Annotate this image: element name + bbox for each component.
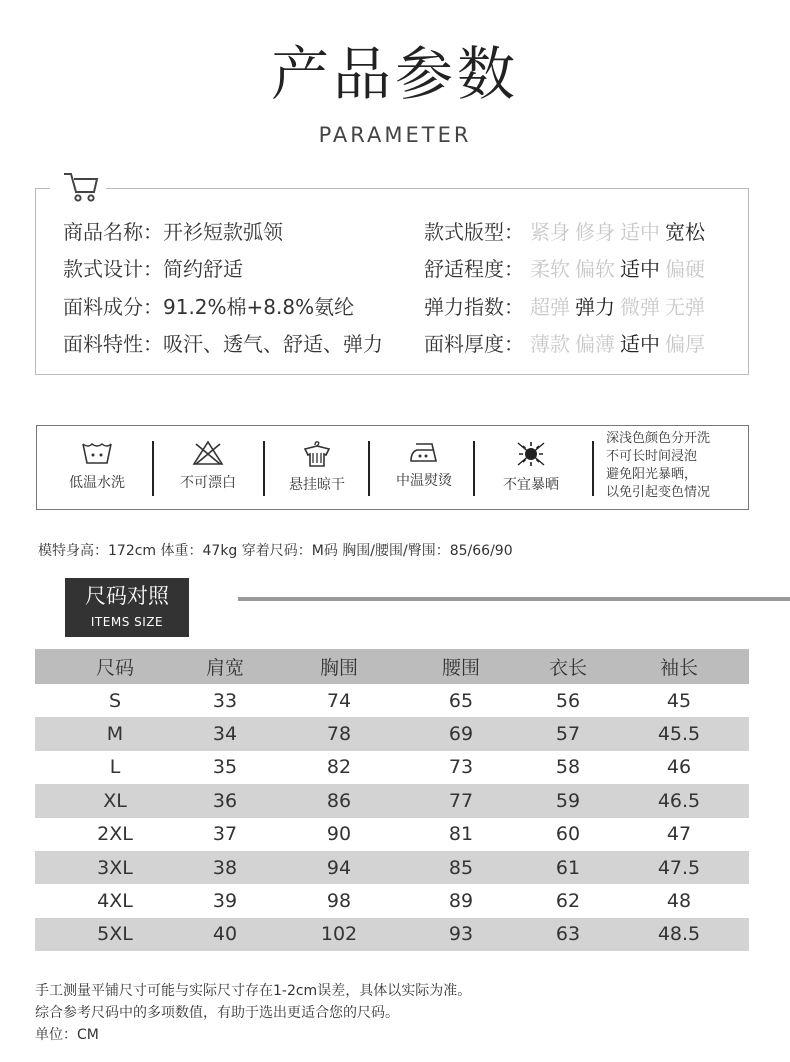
- size-table: [35, 649, 749, 951]
- table-row: [35, 751, 749, 784]
- table-cell: 37: [212, 823, 238, 846]
- param-option: 柔软: [530, 257, 570, 281]
- param-option-selected: 适中: [620, 257, 660, 281]
- no-bleach-icon: [156, 440, 260, 466]
- table-cell: 94: [326, 856, 352, 879]
- param-option: 薄款: [530, 332, 570, 356]
- size-section-subtitle: ITEMS SIZE: [90, 615, 164, 629]
- table-cell: 102: [320, 923, 358, 946]
- param-row: [63, 295, 354, 319]
- table-cell: 93: [448, 923, 474, 946]
- table-row: [35, 818, 749, 851]
- table-row: [35, 851, 749, 884]
- table-cell: 98: [326, 890, 352, 913]
- care-label: 不可漂白: [180, 475, 236, 491]
- care-label: 不宜暴晒: [503, 477, 559, 493]
- page-subtitle: PARAMETER: [318, 123, 472, 147]
- table-cell: 47: [666, 823, 692, 846]
- table-cell: 5XL: [97, 923, 133, 946]
- care-item-medium-iron: [372, 425, 476, 510]
- care-label: 低温水洗: [69, 475, 125, 491]
- table-cell: 34: [212, 723, 238, 746]
- table-cell: 2XL: [97, 823, 133, 846]
- table-cell: 38: [212, 856, 238, 879]
- table-cell: L: [109, 756, 121, 779]
- table-cell: 35: [212, 756, 238, 779]
- param-option: 紧身: [530, 220, 570, 244]
- table-cell: 45.5: [657, 723, 701, 746]
- table-row: [35, 884, 749, 917]
- table-cell: 85: [448, 856, 474, 879]
- table-cell: 61: [555, 856, 581, 879]
- table-cell: 39: [212, 890, 238, 913]
- header-cell: 尺码: [95, 657, 134, 679]
- care-label: 悬挂晾干: [289, 477, 345, 493]
- param-label: 款式设计：: [63, 257, 163, 281]
- size-section-header: [65, 578, 189, 637]
- param-option: 适中: [620, 220, 660, 244]
- table-cell: 62: [555, 890, 581, 913]
- hang-dry-icon: [266, 440, 368, 468]
- param-row: [63, 257, 243, 281]
- table-cell: 82: [326, 756, 352, 779]
- table-cell: 73: [448, 756, 474, 779]
- param-option: 偏硬: [665, 257, 705, 281]
- table-cell: 47.5: [657, 856, 701, 879]
- table-cell: 89: [448, 890, 474, 913]
- param-option: 微弹: [620, 295, 660, 319]
- table-cell: 3XL: [97, 856, 133, 879]
- table-cell: 57: [555, 723, 581, 746]
- param-label: 弹力指数：: [424, 295, 524, 319]
- param-value: 开衫短款弧领: [163, 220, 283, 244]
- table-cell: 45: [666, 689, 692, 712]
- shopping-cart-icon: [60, 168, 102, 204]
- table-cell: 86: [326, 789, 352, 812]
- param-option-selected: 宽松: [665, 220, 705, 244]
- care-note: 深浅色颜色分开洗 不可长时间浸泡 避免阳光暴晒， 以免引起变色情况: [606, 431, 711, 500]
- table-cell: 40: [212, 923, 238, 946]
- table-cell: 46: [666, 756, 692, 779]
- medium-iron-icon: [372, 440, 476, 464]
- table-cell: 63: [555, 923, 581, 946]
- param-label: 舒适程度：: [424, 257, 524, 281]
- param-label: 款式版型：: [424, 220, 524, 244]
- table-row: [35, 717, 749, 750]
- param-row: [424, 257, 710, 281]
- page-title: 产品参数: [270, 40, 519, 108]
- care-item-no-bleach: [156, 425, 260, 510]
- param-option: 偏薄: [575, 332, 615, 356]
- table-row: [35, 918, 749, 951]
- table-cell: 59: [555, 789, 581, 812]
- table-cell: 48: [666, 890, 692, 913]
- care-label: 中温熨烫: [396, 473, 452, 489]
- divider: [238, 597, 790, 601]
- param-label: 商品名称：: [63, 220, 163, 244]
- table-cell: 48.5: [657, 923, 701, 946]
- param-value: 简约舒适: [163, 257, 243, 281]
- header-cell: 腰围: [441, 657, 480, 679]
- table-header: [35, 649, 749, 684]
- care-item-low-temp-wash: [45, 425, 149, 510]
- param-option: 偏软: [575, 257, 615, 281]
- param-row: [424, 220, 710, 244]
- param-option-selected: 适中: [620, 332, 660, 356]
- size-section-title: 尺码对照: [85, 584, 169, 608]
- no-sun-icon: [478, 440, 584, 468]
- note-line: 单位：CM: [35, 1027, 99, 1043]
- table-cell: 58: [555, 756, 581, 779]
- param-option-selected: 弹力: [575, 295, 615, 319]
- low-temp-wash-icon: [45, 440, 149, 466]
- param-row: [424, 332, 710, 356]
- table-cell: 90: [326, 823, 352, 846]
- param-row: [63, 220, 283, 244]
- param-option: 无弹: [665, 295, 705, 319]
- param-label: 面料厚度：: [424, 332, 524, 356]
- table-cell: 74: [326, 689, 352, 712]
- table-cell: 81: [448, 823, 474, 846]
- param-label: 面料成分：: [63, 295, 163, 319]
- table-cell: M: [106, 723, 124, 746]
- table-cell: 56: [555, 689, 581, 712]
- table-cell: 36: [212, 789, 238, 812]
- table-row: [35, 684, 749, 717]
- param-value: 91.2%棉+8.8%氨纶: [163, 295, 355, 319]
- table-cell: 4XL: [97, 890, 133, 913]
- table-cell: 33: [212, 689, 238, 712]
- header-cell: 衣长: [548, 657, 587, 679]
- param-option: 超弹: [530, 295, 570, 319]
- model-info: 模特身高：172cm 体重：47kg 穿着尺码：M码 胸围/腰围/臀围：85/66/90: [38, 543, 513, 559]
- table-cell: 46.5: [657, 789, 701, 812]
- param-row: [63, 332, 383, 356]
- table-cell: XL: [103, 789, 127, 812]
- table-cell: S: [108, 689, 122, 712]
- param-row: [424, 295, 710, 319]
- table-cell: 65: [448, 689, 474, 712]
- param-option: 修身: [575, 220, 615, 244]
- care-item-no-sun: [478, 425, 584, 510]
- note-line: 综合参考尺码中的多项数值，有助于选出更适合您的尺码。: [35, 1005, 399, 1021]
- care-item-hang-dry: [266, 425, 368, 510]
- table-cell: 60: [555, 823, 581, 846]
- param-option: 偏厚: [665, 332, 705, 356]
- table-cell: 77: [448, 789, 474, 812]
- header-cell: 胸围: [319, 657, 358, 679]
- header-cell: 袖长: [659, 657, 698, 679]
- table-cell: 78: [326, 723, 352, 746]
- table-cell: 69: [448, 723, 474, 746]
- param-value: 吸汗、透气、舒适、弹力: [163, 332, 383, 356]
- header-cell: 肩宽: [205, 657, 244, 679]
- notes: [35, 980, 471, 1046]
- table-row: [35, 784, 749, 817]
- param-label: 面料特性：: [63, 332, 163, 356]
- note-line: 手工测量平铺尺寸可能与实际尺寸存在1-2cm误差，具体以实际为准。: [35, 983, 472, 999]
